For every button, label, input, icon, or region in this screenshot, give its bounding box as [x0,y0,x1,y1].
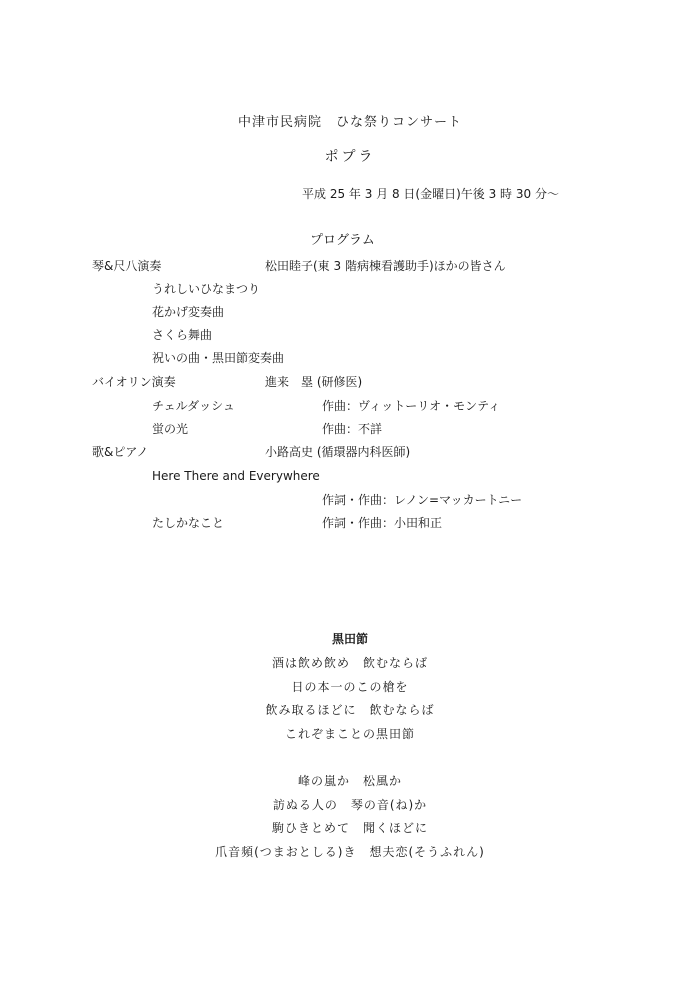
lyric-line: 酒は飲め飲め 飲むならば [271,656,428,670]
lyric-line: これぞまことの黒田節 [284,727,415,741]
vocal-song-title: Here There and Everywhere [152,469,320,483]
violin-song-title: 蛍の光 [152,422,189,436]
lyric-line: 峰の嵐か 松風か [297,774,402,788]
vocal-song-credit: 作詞・作曲：レノン=マッカートニー [322,493,523,507]
koto-song: 花かげ変奏曲 [152,305,225,319]
lyric-line: 日の本一のこの槍を [291,680,409,694]
vocal-song-credit: 作詞・作曲：小田和正 [322,516,443,530]
group-name: ポプラ [324,149,376,165]
violin-performer: 進来 塁 (研修医) [265,375,363,389]
vocal-song-title: たしかなこと [152,516,225,530]
event-date: 平成 25 年 3 月 8 日(金曜日)午後 3 時 30 分～ [302,187,559,201]
program-heading: プログラム [310,233,375,248]
violin-song-credit: 作曲：ヴィットーリオ・モンティ [322,399,501,413]
koto-performer: 松田睦子(東 3 階病棟看護助手)ほかの皆さん [265,259,506,273]
lyric-line: 駒ひきとめて 聞くほどに [271,821,428,835]
lyrics-heading: 黒田節 [331,632,368,646]
vocal-label: 歌&ピアノ [92,445,149,459]
violin-song-credit: 作曲：不詳 [322,422,383,436]
vocal-performer: 小路高史 (循環器内科医師) [265,445,411,459]
event-title: 中津市民病院 ひな祭りコンサート [237,115,462,130]
koto-label: 琴&尺八演奏 [92,259,162,273]
lyric-line: 訪ぬる人の 琴の音(ね)か [272,798,428,812]
violin-label: バイオリン演奏 [92,375,176,389]
koto-song: さくら舞曲 [152,328,213,342]
koto-song: 祝いの曲・黒田節変奏曲 [152,351,285,365]
lyric-line: 飲み取るほどに 飲むならば [265,703,435,717]
lyric-line: 爪音頻(つまおとしる)き 想夫恋(そうふれん) [215,845,485,859]
violin-song-title: チェルダッシュ [152,399,235,413]
koto-song: うれしいひなまつり [152,282,261,296]
